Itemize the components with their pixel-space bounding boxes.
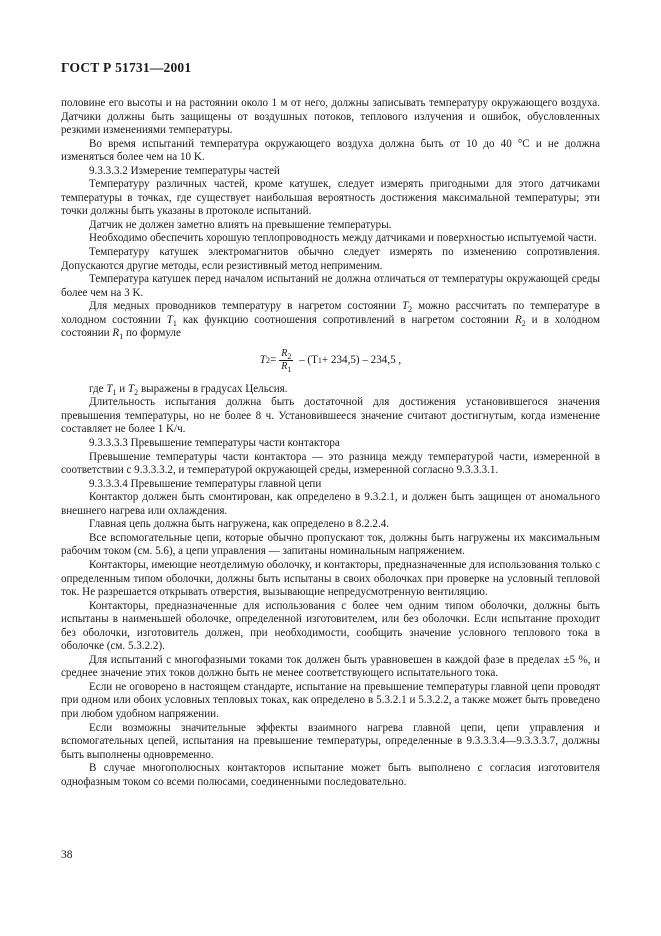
resistance-formula: T 2 = $\frac{R_2}{R_1}$ – (T 1 + 234,5) – 234,5 , — [259, 348, 402, 375]
paragraph: В случае многополюсных контакторов испытание может быть выполнено с согласия изготовителя однофазным током со всеми полюсами, соединенными последовательно. — [61, 762, 600, 788]
paragraph: Если возможны значительные эффекты взаимного нагрева главной цепи, цепи управления и вспомогательных цепей, испытания на превышение температуры, определенные в 9.3.3.3.4—9.3.3.3.7, должны быть выполнены одновременно. — [61, 721, 600, 761]
document-body — [61, 97, 600, 789]
paragraph: 9.3.3.3.4 Превышение температуры главной цепи — [89, 477, 322, 490]
document-header: ГОСТ Р 51731—2001 — [61, 60, 192, 75]
paragraph: Датчик не должен заметно влиять на превышение температуры. — [89, 218, 392, 231]
paragraph: Температура катушек перед началом испытаний не должна отличаться от температуры окружающей среды более чем на 3 K. — [61, 273, 600, 299]
paragraph: половине его высоты и на растоянии около 1 м от него, должны записывать температуру окружающего воздуха. Датчики должны быть защищены от воздушных потоков, теплового излучения и ошибок, обусловленных резкими изменениями температуры. — [61, 97, 600, 137]
paragraph: 9.3.3.3.3 Превышение температуры части контактора — [89, 437, 340, 450]
paragraph: Необходимо обеспечить хорошую теплопроводность между датчиками и поверхностью испытуемой части. — [89, 232, 597, 245]
paragraph: Контактор должен быть смонтирован, как определено в 9.3.2.1, и должен быть защищен от аномального внешнего нагрева или охлаждения. — [61, 491, 600, 517]
paragraph: Все вспомогательные цепи, которые обычно пропускают ток, должны быть нагружены их максимальным рабочим током (см. 5.6), а цепи управления — запитаны номинальным напряжением. — [61, 531, 600, 558]
resistance-ratio: $\frac{R_2}{R_1}$ — [281, 348, 292, 375]
paragraph: Длительность испытания должна быть достаточной для достижения установившегося значения превышения температуры, но не более 8 ч. Установившееся значение считают достигнутым, когда изменение составляет не более 1 K/ч. — [61, 396, 600, 436]
paragraph-group-1 — [61, 97, 600, 300]
paragraph: Контакторы, предназначенные для использования с более чем одним типом оболочки, должны быть испытаны в наименьшей оболочке, определенной изготовителем, или без оболочки. Если испытание проходит без оболочки, изготовитель должен, при необходимости, сообщить значение условного теплового тока в оболочке (см. 5.3.2.2). — [61, 599, 600, 653]
paragraph: Температуру катушек электромагнитов обычно следует измерять по изменению сопротивления. Допускаются другие методы, если резистивный метод неприменим. — [61, 246, 600, 272]
paragraph: Для испытаний с многофазными токами ток должен быть уравновешен в каждой фазе в пределах ±5 %, и среднее значение этих токов должно быть не менее соответствующего испытательного тока. — [61, 653, 600, 680]
paragraph: 9.3.3.3.2 Измерение температуры частей — [89, 164, 280, 177]
page-number: 38 — [61, 849, 73, 861]
paragraph: Превышение температуры части контактора — это разница между температурой части, измеренной в соответствии с 9.3.3.3.2, и температурой окружающей среды, измеренной согласно 9.3.3.3.1. — [61, 450, 600, 477]
paragraph: Если не оговорено в настоящем стандарте, испытание на превышение температуры главной цепи проводят при одном или обоих условных тепловых токах, как определено в 5.3.2.1 и 5.3.2.2, а также может быть проведено при любом удобном напряжении. — [61, 680, 600, 720]
paragraph: Температуру различных частей, кроме катушек, следует измерять пригодными для этого датчиками температуры в точках, где существует наибольшая вероятность достижения максимальной температуры; эти точки должны быть указаны в протоколе испытаний. — [61, 178, 600, 218]
paragraph: Во время испытаний температура окружающего воздуха должна быть от 10 до 40 °С и не должна изменяться более чем на 10 K. — [61, 137, 600, 164]
paragraph-group-2 — [61, 396, 600, 789]
formula-where-line: где $T_1$ и $T_2$ выражены в градусах Цельсия. — [89, 382, 288, 398]
paragraph: Контакторы, имеющие неотделимую оболочку, и контакторы, предназначенные для использования только с определенным типом оболочки, должны быть испытаны в своих оболочках при проверке на условный тепловой ток. Не разрешается открывать отверстия, вызывающие непредусмотренную вентиляцию. — [61, 558, 600, 599]
paragraph: Главная цепь должна быть нагружена, как определено в 8.2.2.4. — [89, 518, 390, 531]
copper-formula-intro: Для медных проводников температуру в нагретом состоянии $T_2$ можно рассчитать по температуре в холодном состоянии $T_1$ как функцию соотношения сопротивлений в нагретом состоянии $R_2$ и в холодном состоянии $R_1$ по формуле — [61, 300, 600, 342]
